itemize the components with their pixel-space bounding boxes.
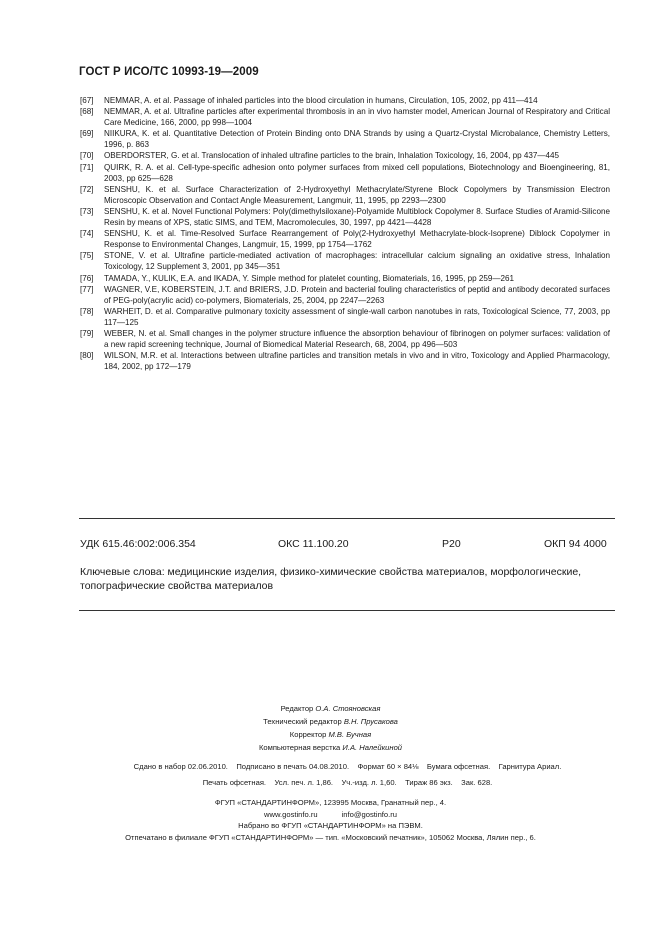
- credits-block: [0, 702, 661, 754]
- tech-editor-name: В.Н. Прусакова: [343, 717, 398, 726]
- divider-bottom: [79, 610, 615, 611]
- credit-line: [0, 715, 661, 728]
- reference-text: NEMMAR, A. et al. Passage of inhaled particles into the blood circulation in humans, Circulation, 105, 2002, pp 411—414: [104, 96, 538, 105]
- reference-number: [76]: [80, 273, 94, 283]
- layout-name: И.А. Налейкиной: [342, 743, 403, 752]
- reference-item: [80, 350, 610, 372]
- reference-number: [73]: [80, 206, 94, 216]
- reference-text: OBERDORSTER, G. et al. Translocation of inhaled ultrafine particles to the brain, Inhalation Toxicology, 16, 2004, pp 437—445: [104, 151, 560, 161]
- reference-number: [79]: [80, 328, 94, 338]
- proofreader-label: Корректор: [289, 730, 327, 739]
- reference-text: TAMADA, Y., KULIK, E.A. and IKADA, Y. Simple method for platelet counting, Biomaterials, 16, 1995, pp 259—261: [104, 273, 515, 283]
- publisher-email: info@gostinfo.ru: [341, 809, 398, 819]
- reference-item: [80, 106, 610, 128]
- reference-number: [75]: [80, 251, 94, 261]
- reference-number: [71]: [80, 162, 94, 172]
- reference-item: [80, 228, 610, 250]
- editor-label: Редактор: [280, 704, 314, 713]
- reference-text: SENSHU, K. et al. Time-Resolved Surface Rearrangement of Poly(2-Hydroxyethyl Methacrylate-block-Isoprene) Diblock Copolymer in Response to Environmental Changes, Langmuir, 15, 1999, pp 1754—1762: [104, 229, 610, 250]
- reference-text: WAGNER, V.E, KOBERSTEIN, J.T. and BRIERS, J.D. Protein and bacterial fouling characteristics of peptid and antibody decorated surfaces of PEG-poly(acrylic acid) co-polymers, Biomaterials, 25, 2004, pp 2247—2263: [104, 284, 610, 305]
- proofreader-name: М.В. Бучная: [328, 730, 372, 739]
- typeset-note: Набрано во ФГУП «СТАНДАРТИНФОРМ» на ПЭВМ.: [238, 821, 423, 830]
- credit-line: [0, 702, 661, 715]
- reference-number: [70]: [80, 151, 94, 161]
- reference-item: [80, 95, 610, 106]
- reference-number: [69]: [80, 129, 94, 139]
- reference-text: QUIRK, R. A. et al. Cell-type-specific adhesion onto polymer surfaces from mixed cell populations, Biotechnology and Bioengineering, 81, 2003, pp 625—628: [104, 162, 610, 183]
- editor-name: О.А. Стояновская: [315, 704, 381, 713]
- reference-text: WARHEIT, D. et al. Comparative pulmonary toxicity assessment of single-wall carbon nanotubes in rats, Toxicological Science, 77, 2003, pp 117—125: [104, 306, 610, 327]
- reference-number: [78]: [80, 306, 94, 316]
- oks-code: ОКС 11.100.20: [278, 538, 349, 550]
- reference-number: [74]: [80, 229, 94, 239]
- udk-code: УДК 615.46:002:006.354: [80, 538, 196, 550]
- publisher-footer: [0, 797, 661, 843]
- publication-line-2: Печать офсетная. Усл. печ. л. 1,86. Уч.-изд. л. 1,60. Тираж 86 экз. Зак. 628.: [202, 778, 493, 787]
- reference-item: [80, 328, 610, 350]
- reference-number: [68]: [80, 107, 94, 117]
- publisher-contacts: [0, 809, 661, 821]
- reference-text: SENSHU, K. et al. Novel Functional Polymers: Poly(dimethylsiloxane)-Polyamide Multiblock Copolymer 8. Surface Studies of Aramid-Silicone Resin by means of XPS, static SIMS, and TEM, Macromolecules, 30, 1997, pp 4421—4428: [104, 206, 610, 228]
- reference-text: SENSHU, K. et al. Surface Characterization of 2-Hydroxyethyl Methacrylate/Styrene Block Copolymers by Transmission Electron Microscopic Observation and Contact Angle Measurement, Langmuir, 11, 1995, pp 2293—2300: [104, 184, 610, 205]
- reference-text: STONE, V. et al. Ultrafine particle-mediated activation of macrophages: intracellular calcium signaling an oxidative stress, Inhalation Toxicology, 12 Supplement 3, 2001, pp 345—351: [104, 251, 610, 272]
- reference-list: [80, 95, 610, 372]
- reference-text: WILSON, M.R. et al. Interactions between ultrafine particles and transition metals in vivo and in vitro, Toxicology and Applied Pharmacology, 184, 2002, pp 172—179: [104, 351, 610, 372]
- publication-line-1: Сдано в набор 02.06.2010. Подписано в печать 04.08.2010. Формат 60 × 84⅛ Бумага офсетная. Гарнитура Ариал.: [133, 762, 562, 771]
- reference-item: [80, 128, 610, 150]
- group-code: Р20: [442, 538, 461, 550]
- reference-number: [77]: [80, 284, 94, 294]
- reference-item: [80, 162, 610, 184]
- reference-number: [72]: [80, 184, 94, 194]
- reference-item: [80, 284, 610, 306]
- keywords: Ключевые слова: медицинские изделия, физико-химические свойства материалов, морфологические, топографические свойства материалов: [80, 566, 582, 592]
- reference-item: [80, 206, 610, 228]
- reference-text: NIIKURA, K. et al. Quantitative Detection of Protein Binding onto DNA Strands by using a Quartz-Crystal Microbalance, Chemistry Letters, 1996, p. 863: [104, 129, 610, 150]
- publisher-address: ФГУП «СТАНДАРТИНФОРМ», 123995 Москва, Гранатный пер., 4.: [214, 798, 447, 807]
- credit-line: [0, 728, 661, 741]
- reference-item: [80, 150, 610, 161]
- reference-number: [67]: [80, 96, 94, 105]
- reference-text: NEMMAR, A. et al. Ultrafine particles after experimental thrombosis in an in vivo hamster model, American Journal of Respiratory and Critical Care Medicine, 166, 2000, pp 998—1004: [104, 107, 610, 128]
- layout-label: Компьютерная верстка: [258, 743, 341, 752]
- okp-code: ОКП 94 4000: [544, 538, 607, 550]
- reference-text: WEBER, N. et al. Small changes in the polymer structure influence the absorption behaviour of fibrinogen on polymer surfaces: validation of a new rapid screening technique, Journal of Biomedical Material Research, 68, 2004, pp 496—503: [104, 328, 610, 350]
- publication-info: [80, 759, 615, 791]
- reference-item: [80, 273, 610, 284]
- printed-note: Отпечатано в филиале ФГУП «СТАНДАРТИНФОРМ» — тип. «Московский печатник», 105062 Москва, Лялин пер., 6.: [125, 832, 536, 842]
- reference-item: [80, 184, 610, 206]
- reference-number: [80]: [80, 351, 94, 361]
- reference-item: [80, 250, 610, 272]
- tech-editor-label: Технический редактор: [263, 717, 342, 726]
- divider-top: [79, 518, 615, 519]
- page-header: ГОСТ Р ИСО/ТС 10993-19—2009: [79, 66, 259, 78]
- credit-line: [0, 741, 661, 754]
- publisher-site: www.gostinfo.ru: [263, 809, 318, 819]
- reference-item: [80, 306, 610, 328]
